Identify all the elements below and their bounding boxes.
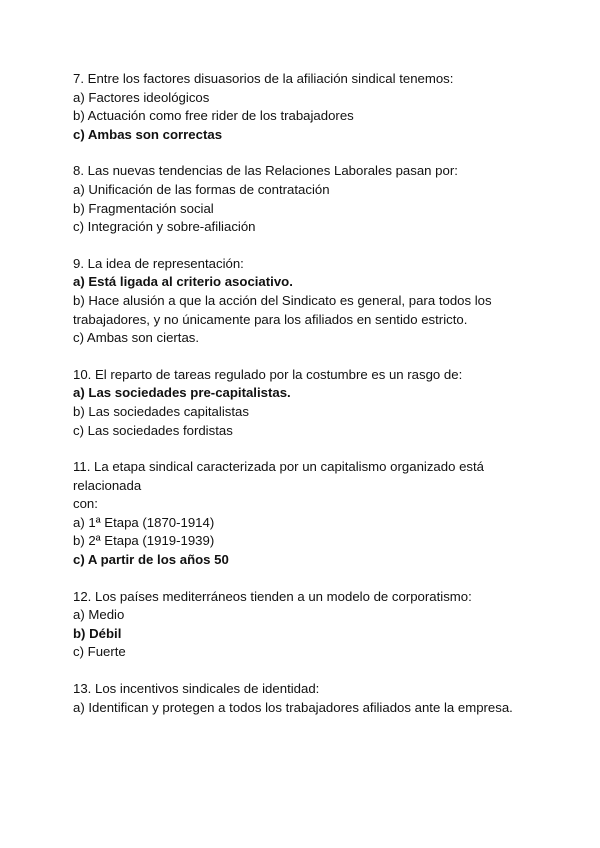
option-a: a) Identifican y protegen a todos los trabajadores afiliados ante la empresa.	[73, 699, 513, 715]
option-c: c) Integración y sobre-afiliación	[73, 219, 256, 235]
question-8	[73, 162, 530, 236]
question-stem: 11. La etapa sindical caracterizada por un capitalismo organizado está relacionada	[73, 459, 485, 493]
question-9	[73, 255, 530, 348]
question-7	[73, 70, 530, 144]
option-b: b) Hace alusión a que la acción del Sindicato es general, para todos los trabajadores, y no únicamente para los afiliados en sentido estricto.	[73, 292, 492, 327]
option-a: a) 1ª Etapa (1870-1914)	[73, 514, 215, 530]
option-a: a) Factores ideológicos	[73, 89, 210, 105]
option-c: c) Las sociedades fordistas	[73, 422, 233, 438]
option-b: b) Las sociedades capitalistas	[73, 403, 249, 419]
option-b-correct: b) Débil	[73, 625, 122, 641]
option-c: c) Fuerte	[73, 644, 126, 660]
question-stem: 7. Entre los factores disuasorios de la afiliación sindical tenemos:	[73, 71, 454, 86]
question-stem: 13. Los incentivos sindicales de identidad:	[73, 681, 320, 697]
option-a: a) Unificación de las formas de contratación	[73, 181, 330, 197]
option-c-correct: c) A partir de los años 50	[73, 552, 229, 568]
option-c: c) Ambas son ciertas.	[73, 330, 200, 346]
question-stem: 8. Las nuevas tendencias de las Relaciones Laborales pasan por:	[73, 163, 458, 179]
question-10	[73, 366, 530, 440]
option-c-correct: c) Ambas son correctas	[73, 126, 223, 142]
question-stem-continuation: con:	[73, 496, 98, 512]
question-stem: 12. Los países mediterráneos tienden a un modelo de corporatismo:	[73, 588, 472, 604]
option-b: b) Fragmentación social	[73, 200, 214, 216]
question-13	[73, 680, 530, 717]
option-b: b) 2ª Etapa (1919-1939)	[73, 533, 215, 549]
option-a-correct: a) Está ligada al criterio asociativo.	[73, 274, 293, 290]
question-12	[73, 588, 530, 662]
option-a-correct: a) Las sociedades pre-capitalistas.	[73, 385, 291, 401]
question-stem: 9. La idea de representación:	[73, 255, 244, 271]
option-b: b) Actuación como free rider de los trabajadores	[73, 108, 354, 124]
question-11	[73, 458, 530, 570]
question-stem: 10. El reparto de tareas regulado por la costumbre es un rasgo de:	[73, 366, 463, 382]
option-a: a) Medio	[73, 607, 125, 623]
